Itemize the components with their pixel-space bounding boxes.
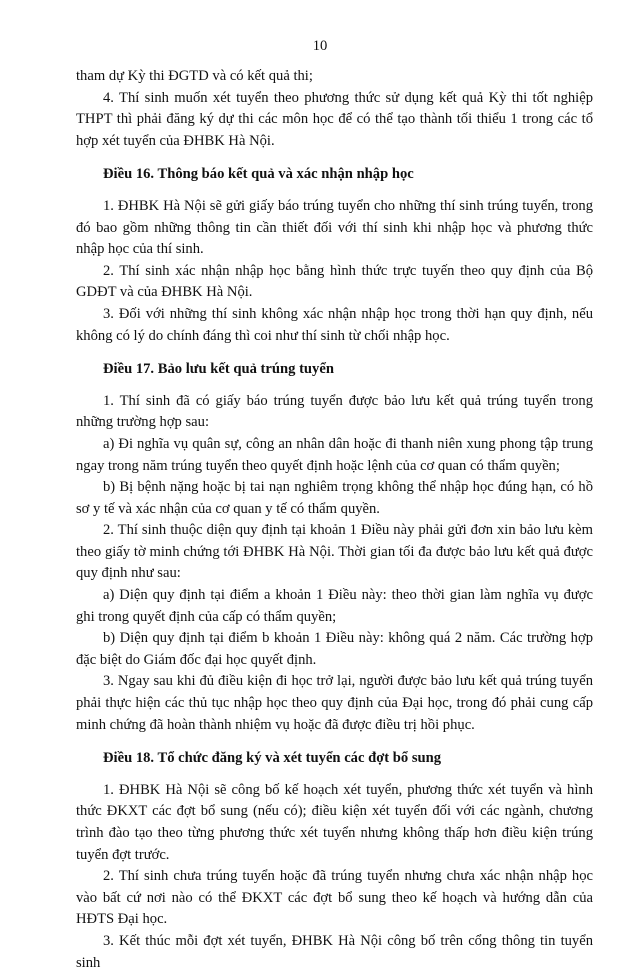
paragraph: 4. Thí sinh muốn xét tuyển theo phương thức sử dụng kết quả Kỳ thi tốt nghiệp THPT thì phải đăng ký dự thi các môn học để có thể tạo thành tối thiểu 1 trong các tổ hợp xét tuyển của ĐHBK Hà Nội.	[76, 89, 593, 149]
paragraph: 3. Ngay sau khi đủ điều kiện đi học trở lại, người được bảo lưu kết quả trúng tuyển phải thực hiện các thủ tục nhập học theo quy định của Đại học, trong đó phải cung cấp minh chứng đã hoàn thành nhiệm vụ hoặc đã được điều trị hồi phục.	[76, 673, 593, 733]
document-body	[76, 66, 593, 974]
paragraph: tham dự Kỳ thi ĐGTD và có kết quả thi;	[76, 68, 313, 84]
paragraph: b) Diện quy định tại điểm b khoản 1 Điều này: không quá 2 năm. Các trường hợp đặc biệt do Giám đốc đại học quyết định.	[76, 630, 593, 668]
section-heading: Điều 16. Thông báo kết quả và xác nhận nhập học	[103, 166, 414, 183]
paragraph: a) Đi nghĩa vụ quân sự, công an nhân dân hoặc đi thanh niên xung phong tập trung ngay trong năm trúng tuyển theo quyết định hoặc lệnh của cơ quan có thẩm quyền;	[76, 435, 593, 474]
section-heading: Điều 17. Bảo lưu kết quả trúng tuyển	[103, 361, 334, 378]
paragraph: 3. Đối với những thí sinh không xác nhận nhập học trong thời hạn quy định, nếu không có lý do chính đáng thì coi như thí sinh từ chối nhập học.	[76, 305, 593, 344]
paragraph: 2. Thí sinh xác nhận nhập học bằng hình thức trực tuyến theo quy định của Bộ GDĐT và của ĐHBK Hà Nội.	[76, 262, 593, 301]
paragraph: 1. ĐHBK Hà Nội sẽ công bố kế hoạch xét tuyển, phương thức xét tuyển và hình thức ĐKXT các đợt bổ sung (nếu có); điều kiện xét tuyển đối với các ngành, chương trình đào tạo theo từng phương thức xét tuyển nhưng không thấp hơn điều kiện trúng tuyển đợt trước.	[76, 781, 593, 863]
section-heading: Điều 18. Tổ chức đăng ký và xét tuyển các đợt bổ sung	[103, 750, 442, 767]
paragraph: 2. Thí sinh thuộc diện quy định tại khoản 1 Điều này phải gửi đơn xin bảo lưu kèm theo giấy tờ minh chứng tới ĐHBK Hà Nội. Thời gian tối đa được bảo lưu kết quả được quy định như sau:	[76, 522, 593, 582]
paragraph: b) Bị bệnh nặng hoặc bị tai nạn nghiêm trọng không thể nhập học đúng hạn, có hồ sơ y tế và xác nhận của cơ quan y tế có thẩm quyền.	[76, 479, 593, 517]
page-number: 10	[312, 38, 328, 54]
paragraph: 1. Thí sinh đã có giấy báo trúng tuyển được bảo lưu kết quả trúng tuyển trong những trường hợp sau:	[76, 392, 593, 431]
paragraph: a) Diện quy định tại điểm a khoản 1 Điều này: theo thời gian làm nghĩa vụ được ghi trong quyết định của cấp có thẩm quyền;	[76, 587, 593, 625]
paragraph: 2. Thí sinh chưa trúng tuyển hoặc đã trúng tuyển nhưng chưa xác nhận nhập học vào bất cứ nơi nào có thể ĐKXT các đợt bổ sung theo kế hoạch và hướng dẫn của HĐTS Đại học.	[76, 868, 593, 928]
paragraph: 1. ĐHBK Hà Nội sẽ gửi giấy báo trúng tuyển cho những thí sinh trúng tuyển, trong đó bao gồm những thông tin cần thiết đối với thí sinh khi nhập học và phương thức nhập học của thí sinh.	[76, 197, 593, 258]
paragraph: 3. Kết thúc mỗi đợt xét tuyển, ĐHBK Hà Nội công bố trên cổng thông tin tuyển sinh	[76, 932, 593, 971]
